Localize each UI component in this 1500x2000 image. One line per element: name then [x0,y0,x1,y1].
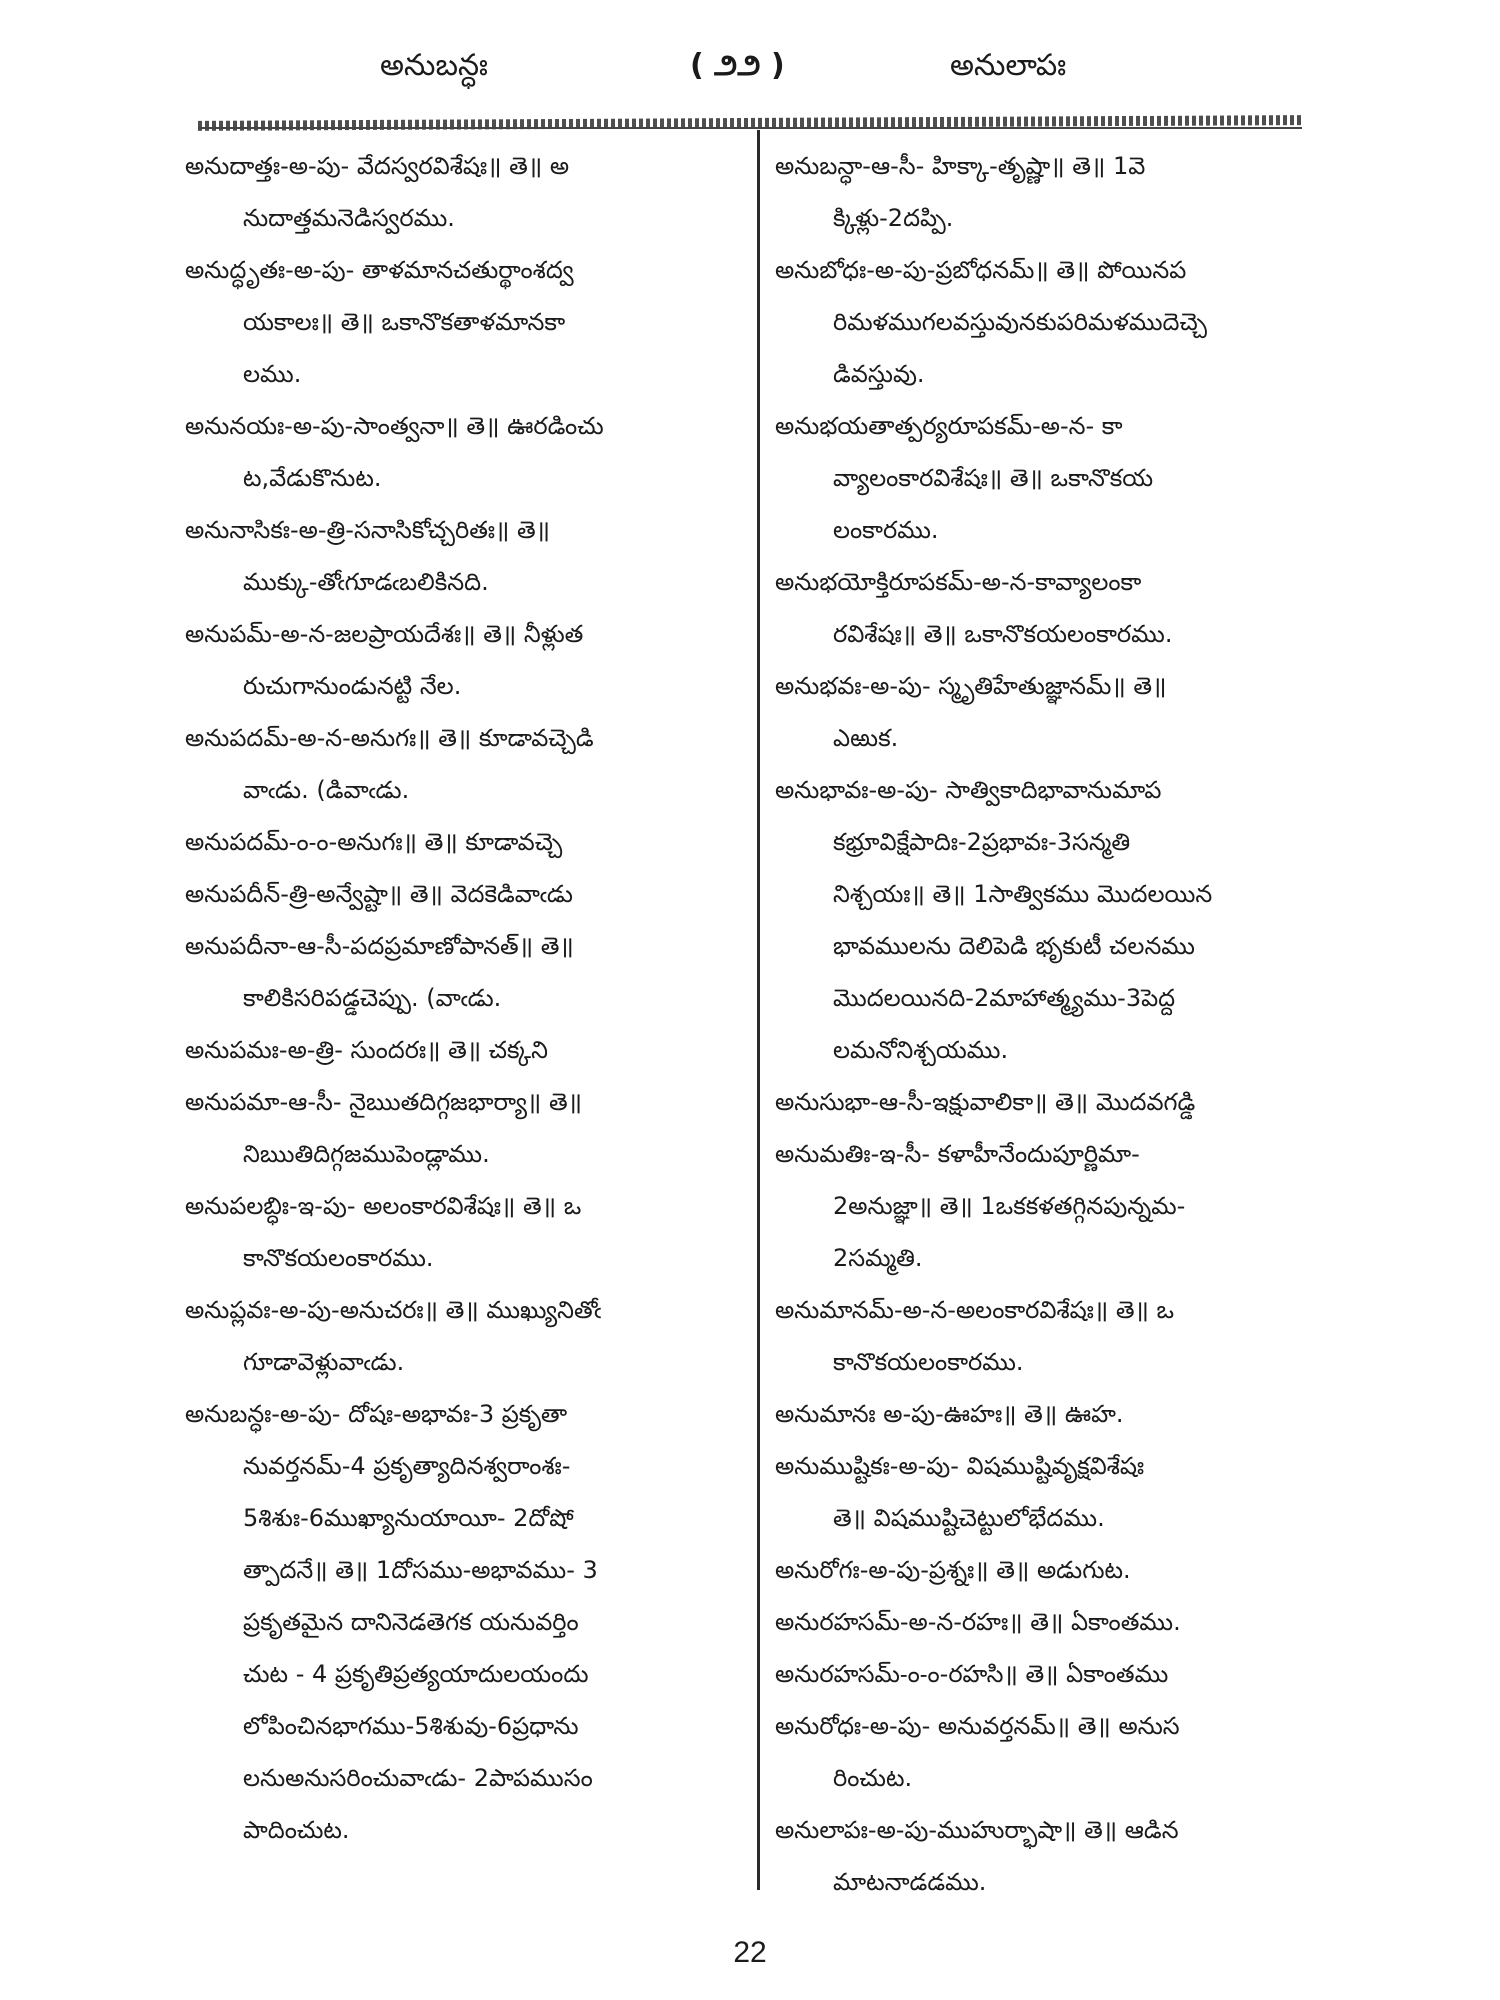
entry-headword-line: అనురహసమ్-ం-ం-రహసి॥ తె॥ ఏకాంతము [775,1660,1169,1688]
column-divider [757,130,760,1890]
dictionary-entry [185,920,745,1024]
dictionary-entry [775,1596,1335,1648]
entry-continuation-line: వాఁడు. (డివాఁడు. [243,776,410,804]
dictionary-entry [185,1388,745,1856]
entry-headword-line: అనుమతిః-ఇ-సీ- కళాహీనేందుపూర్ణిమా- [775,1140,1140,1168]
dictionary-entry [775,1388,1335,1440]
entry-continuation-line: చుట - 4 ప్రకృతిప్రత్యయాదులయందు [243,1660,589,1688]
entry-headword-line: అనుపమః-అ-త్రి- సుందరః॥ తె॥ చక్కని [185,1036,548,1064]
entry-continuation-line: రుచుగానుండునట్టి నేల. [243,672,462,700]
entry-continuation-line: ముక్కు-తోఁగూడఁబలికినది. [243,568,489,596]
entry-headword-line: అనుసుభా-ఆ-సీ-ఇక్షువాలికా॥ తె॥ మొదవగడ్డి [775,1088,1196,1116]
dictionary-entry [775,140,1335,244]
entry-continuation-line: కాలికిసరిపడ్డచెప్పు. (వాఁడు. [243,984,502,1012]
dictionary-entry [185,608,745,712]
header-rule [198,127,1302,129]
entry-continuation-line: నువర్తనమ్-4 ప్రకృత్యాదినశ్వరాంశః- [243,1452,571,1480]
header-first-word: అనుబన్ధః [380,48,488,83]
entry-continuation-line: గూడావెళ్లువాఁడు. [243,1348,405,1376]
entry-continuation-line: మాటనాడడము. [833,1868,987,1896]
dictionary-entry [775,1440,1335,1544]
entry-continuation-line: ఎఱుక. [833,724,899,752]
dictionary-entry [775,244,1335,400]
entry-continuation-line: 5శిశుః-6ముఖ్యానుయాయీ- 2దోషో [243,1504,574,1532]
dictionary-entry [775,764,1335,1076]
dictionary-entry [185,868,745,920]
entry-headword-line: అనుద్ధృతః-అ-పు- తాళమానచతుర్థాంశద్వ [185,256,574,284]
entry-headword-line: అనుపదీనా-ఆ-సీ-పదప్రమాణోపానత్॥ తె॥ [185,932,574,960]
dictionary-entry [185,1180,745,1284]
dictionary-entry [775,1700,1335,1804]
entry-headword-line: అనుబన్ధః-అ-పు- దోషః-అభావః-3 ప్రకృతా [185,1400,568,1428]
page-number: 22 [733,1936,767,1969]
page-header [0,40,1500,100]
entry-headword-line: అనుపదమ్-అ-న-అనుగః॥ తె॥ కూడావచ్చెడి [185,724,594,752]
dictionary-entry [185,1284,745,1388]
entry-continuation-line: ట,వేడుకొనుట. [243,464,382,492]
entry-headword-line: అనునాసికః-అ-త్రి-సనాసికోచ్చరితః॥ తె॥ [185,516,551,544]
entry-continuation-line: రించుట. [833,1764,913,1792]
entry-headword-line: అనుపదీన్-త్రి-అన్వేష్టా॥ తె॥ వెదకెడివాఁడు [185,880,573,908]
dictionary-entry [775,1076,1335,1128]
entry-headword-line: అనుపమ్-అ-న-జలప్రాయదేశః॥ తె॥ నీళ్లుత [185,620,584,648]
entry-continuation-line: వ్యాలంకారవిశేషః॥ తె॥ ఒకానొకయ [833,464,1154,492]
entry-continuation-line: కానొకయలంకారము. [243,1244,434,1272]
entry-headword-line: అనురహసమ్-అ-న-రహః॥ తె॥ ఏకాంతము. [775,1608,1181,1636]
entry-continuation-line: రిమళముగలవస్తువునకుపరిమళముదెచ్చె [833,308,1208,336]
entry-continuation-line: యకాలః॥ తె॥ ఒకానొకతాళమానకా [243,308,566,336]
dictionary-entry [185,1076,745,1180]
dictionary-entry [775,1544,1335,1596]
dictionary-entry [185,816,745,868]
entry-continuation-line: 2అనుజ్ఞా॥ తె॥ 1ఒకకళతగ్గినపున్నమ- [833,1192,1186,1220]
dictionary-entry [185,712,745,816]
entry-continuation-line: పాదించుట. [243,1816,350,1844]
entry-continuation-line: లంకారము. [833,516,939,544]
entry-continuation-line: తె॥ విషముష్టిచెట్టులోభేదము. [833,1504,1105,1532]
entry-continuation-line: కానొకయలంకారము. [833,1348,1024,1376]
entry-headword-line: అనునయః-అ-పు-సాంత్వనా॥ తె॥ ఊరడించు [185,412,604,440]
dictionary-entry [185,400,745,504]
entry-continuation-line: డివస్తువు. [833,360,925,388]
entry-headword-line: అనుభయతాత్పర్యరూపకమ్-అ-న- కా [775,412,1123,440]
entry-continuation-line: లనుఅనుసరించువాఁడు- 2పాపముసం [243,1764,593,1792]
dictionary-entry [775,400,1335,556]
entry-headword-line: అనుముష్టికః-అ-పు- విషముష్టివృక్షవిశేషః [775,1452,1145,1480]
entry-continuation-line: నిశ్చయః॥ తె॥ 1సాత్వికము మొదలయిన [833,880,1213,908]
entry-continuation-line: లమనోనిశ్చయము. [833,1036,1009,1064]
entry-continuation-line: నుదాత్తమనెడిస్వరము. [243,204,455,232]
entry-continuation-line: ప్రకృతమైన దానినెడతెగక యనువర్తిం [243,1608,579,1636]
dictionary-entry [185,1024,745,1076]
entry-headword-line: అనురోగః-అ-పు-ప్రశ్నః॥ తె॥ అడుగుట. [775,1556,1131,1584]
entry-headword-line: అనులాపః-అ-పు-ముహుర్భాషా॥ తె॥ ఆడిన [775,1816,1179,1844]
entry-continuation-line: నిఋతిదిగ్గజముపెండ్లాము. [243,1140,490,1168]
header-page-label: ( ౨౨ ) [690,48,785,83]
left-column [185,140,745,1856]
entry-continuation-line: మొదలయినది-2మాహాత్మ్యము-3పెద్ద [833,984,1176,1012]
entry-headword-line: అనుప్లవః-అ-పు-అనుచరః॥ తె॥ ముఖ్యునితోఁ [185,1296,602,1324]
entry-headword-line: అనుమానః అ-పు-ఊహః॥ తె॥ ఊహ. [775,1400,1124,1428]
entry-headword-line: అనుపమా-ఆ-సీ- నైఋతదిగ్గజభార్యా॥ తె॥ [185,1088,582,1116]
dictionary-entry [185,244,745,400]
right-column [775,140,1335,1908]
entry-continuation-line: త్పాదనే॥ తె॥ 1దోసము-అభావము- 3 [243,1556,598,1584]
entry-continuation-line: 2సమ్మతి. [833,1244,923,1272]
entry-continuation-line: లము. [243,360,302,388]
entry-continuation-line: క్కిళ్లు-2దప్పి. [833,204,954,232]
entry-headword-line: అనుభవః-అ-పు- స్మృతిహేతుజ్ఞానమ్॥ తె॥ [775,672,1167,700]
entry-headword-line: అనుభావః-అ-పు- సాత్వికాదిభావానుమాప [775,776,1162,804]
dictionary-entry [775,1284,1335,1388]
dictionary-entry [185,140,745,244]
dictionary-entry [775,1648,1335,1700]
dictionary-entry [775,556,1335,660]
entry-continuation-line: లోపించినభాగము-5శిశువు-6ప్రధాను [243,1712,579,1740]
entry-headword-line: అనుపదమ్-ం-ం-అనుగః॥ తె॥ కూడావచ్చె [185,828,563,856]
entry-headword-line: అనుమానమ్-అ-న-అలంకారవిశేషః॥ తె॥ ఒ [775,1296,1175,1324]
entry-headword-line: అనుభయోక్తిరూపకమ్-అ-న-కావ్యాలంకా [775,568,1142,596]
entry-headword-line: అనురోధః-అ-పు- అనువర్తనమ్॥ తె॥ అనుస [775,1712,1180,1740]
dictionary-entry [185,504,745,608]
entry-continuation-line: కభ్రూవిక్షేపాదిః-2ప్రభావః-3సన్మతి [833,828,1131,856]
header-last-word: అనులాపః [950,48,1067,83]
entry-headword-line: అనుబన్ధా-ఆ-సీ- హిక్కా-తృష్ణా॥ తె॥ 1వె [775,152,1146,180]
dictionary-entry [775,1128,1335,1284]
dictionary-entry [775,1804,1335,1908]
entry-continuation-line: భావములను దెలిపెడి భృకుటీ చలనము [833,932,1195,960]
dictionary-entry [775,660,1335,764]
entry-continuation-line: రవిశేషః॥ తె॥ ఒకానొకయలంకారము. [833,620,1173,648]
entry-headword-line: అనుబోధః-అ-పు-ప్రబోధనమ్॥ తె॥ పోయినప [775,256,1187,284]
entry-headword-line: అనుదాత్తః-అ-పు- వేదస్వరవిశేషః॥ తె॥ అ [185,152,570,180]
entry-headword-line: అనుపలబ్ధిః-ఇ-పు- అలంకారవిశేషః॥ తె॥ ఒ [185,1192,582,1220]
